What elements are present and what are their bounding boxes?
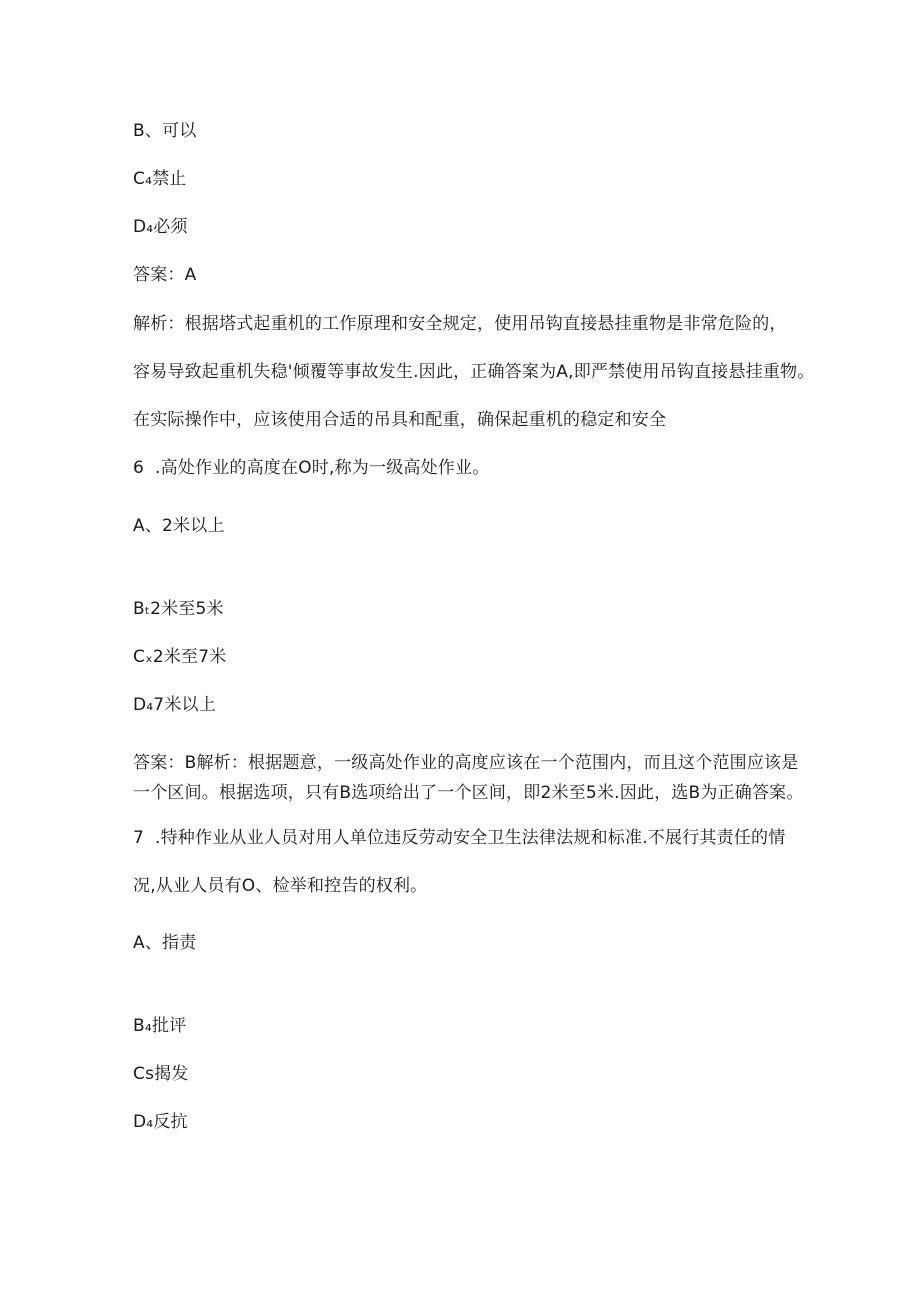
q5-option-d: D₄必须 xyxy=(133,217,188,237)
q5-analysis-line-3: 在实际操作中，应该使用合适的吊具和配重，确保起重机的稳定和安全 xyxy=(133,410,667,430)
q6-option-d: D₄7米以上 xyxy=(133,695,216,715)
q7-option-a: A、指责 xyxy=(133,933,197,953)
q6-stem-text: .高处作业的高度在O时,称为一级高处作业。 xyxy=(155,458,490,478)
q6-option-b: Bₜ2米至5米 xyxy=(133,599,224,619)
q6-option-a: A、2米以上 xyxy=(133,516,225,536)
q7-stem-line-2: 况,从业人员有O、检举和控告的权利。 xyxy=(133,876,428,896)
q5-answer: 答案：A xyxy=(133,265,197,285)
q7-option-d: D₄反抗 xyxy=(133,1112,188,1132)
q5-analysis-line-1: 解析：根据塔式起重机的工作原理和安全规定，使用吊钩直接悬挂重物是非常危险的， xyxy=(133,314,787,334)
q7-number: 7 xyxy=(133,828,145,848)
q6-stem xyxy=(133,460,489,477)
q7-stem-text-1: .特种作业从业人员对用人单位违反劳动安全卫生法律法规和标准.不展行其责任的情 xyxy=(155,828,786,848)
q7-option-c: Cs揭发 xyxy=(133,1064,189,1084)
q5-option-b: B、可以 xyxy=(133,121,197,141)
q7-stem-line-1 xyxy=(133,830,785,847)
q5-option-c: C₄禁止 xyxy=(133,169,187,189)
q5-analysis-line-2: 容易导致起重机失稳'倾覆等事故发生.因此，正确答案为A,即严禁使用吊钩直接悬挂重物。 xyxy=(133,362,815,382)
q6-answer-line-2: 一个区间。根据选项，只有B选项给出了一个区间，即2米至5米.因此，选B为正确答案。 xyxy=(133,783,804,803)
q6-answer-line-1: 答案：B解析：根据题意，一级高处作业的高度应该在一个范围内，而且这个范围应该是 xyxy=(133,753,799,773)
q6-option-c: Cₓ2米至7米 xyxy=(133,647,227,667)
q6-number: 6 xyxy=(133,458,145,478)
q7-option-b: B₄批评 xyxy=(133,1016,187,1036)
